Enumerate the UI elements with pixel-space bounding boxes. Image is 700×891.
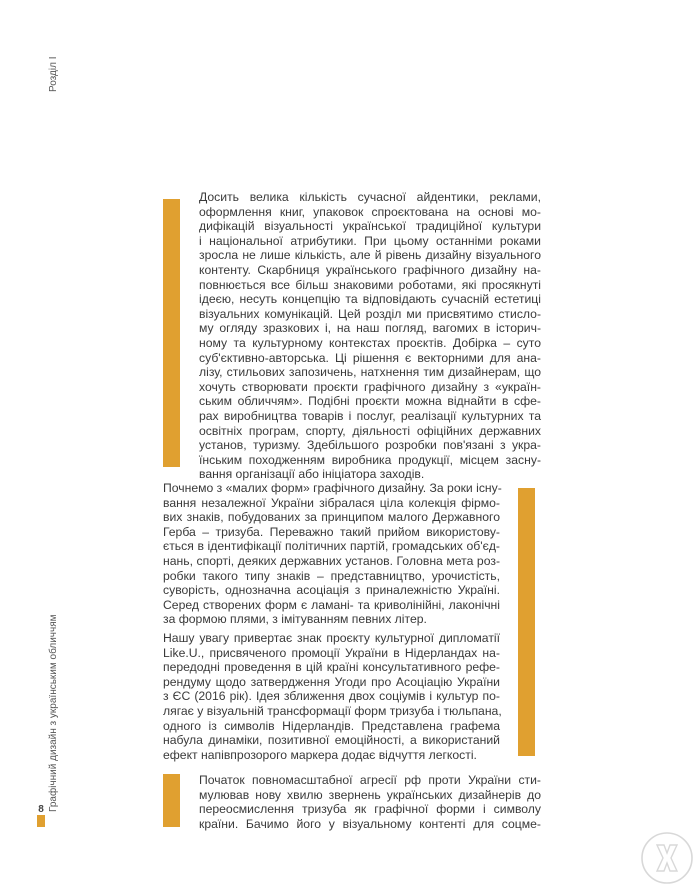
text-line: візуальних комунікацій. Цей розділ ми присвятимо стисло- — [199, 306, 541, 321]
text-line: вих знаків, побудованих за принципом малого Державного — [163, 510, 500, 525]
running-title: Графічний дизайн з українським обличчям — [48, 614, 59, 812]
text-line: ному та культурному контекстах проєктів. Добірка – суто — [199, 335, 541, 350]
publisher-logo-watermark — [640, 831, 694, 885]
text-line: країни. Бачимо його у візуальному контенті для соцме- — [199, 816, 541, 831]
text-line: рах виробництва товарів і послуг, реалізації культурних та — [199, 408, 541, 423]
text-line: вання незалежної України зібралася ціла колекція фірмо- — [163, 495, 500, 510]
text-line: переосмислення тризуба як графічної форми і символу — [199, 802, 541, 817]
text-line: Почнемо з «малих форм» графічного дизайну. За роки існу- — [163, 481, 502, 495]
text-line: передодні проведення в цій країні консультативного рефе- — [163, 660, 500, 675]
text-line: одного із символів Нідерландів. Представлена графема — [163, 718, 500, 733]
text-line: му огляду зразкових і, на наш погляд, вагомих в історич- — [199, 321, 541, 336]
text-line: Початок повномасштабної агресії рф проти України сти- — [199, 773, 541, 787]
text-line: освітніх програм, спорту, діяльності офіційних державних — [199, 423, 541, 438]
text-line: ється в ідентифікації політичних партій, громадських об'єд- — [163, 539, 500, 554]
page-number: 8 — [38, 804, 44, 815]
text-line: мулював нову хвилю звернень українських дизайнерів до — [199, 787, 541, 802]
text-line: ідеєю, несуть концепцію та відповідають сучасній естетиці — [199, 292, 541, 307]
text-line: Досить велика кількість сучасної айдентики, реклами, — [199, 190, 541, 204]
text-line: вання організації або ініціатора заходів. — [199, 467, 425, 482]
text-line: зросла не лише кількість, але й рівень дизайну візуального — [199, 248, 541, 263]
text-line: з ЄС (2016 рік). Ідея зближення двох соціумів і культур по- — [163, 689, 500, 704]
text-line: їнським походженням виробника продукції, місцем засну- — [199, 452, 541, 467]
text-line: лягає у візуальній трансформації форм тризуба і тюльпана, — [163, 703, 502, 718]
accent-bar-3 — [163, 774, 180, 827]
text-line: за формою плями, з імітуванням певних літер. — [163, 612, 427, 627]
text-line: суб'єктивно-авторська. Ці рішення є векторними для ана- — [199, 350, 541, 365]
text-line: хочуть створювати проєкти графічного дизайну з «україн- — [199, 379, 541, 394]
paragraph-small-forms — [163, 481, 500, 627]
text-line: нань, спорті, деяких державних установ. Головна мета роз- — [163, 553, 500, 568]
text-line: дифікацій візуальності української традиційної культури — [199, 219, 541, 234]
section-label: Розділ I — [48, 56, 59, 92]
text-line: оформлення книг, упаковок спроєктована на основі мо- — [199, 204, 541, 219]
text-line: установ, туризму. Здебільшого розробки пов'язані з укра- — [199, 438, 541, 453]
text-line: контенту. Скарбниця українського графічного дизайну на- — [199, 262, 541, 277]
page-number-marker — [37, 815, 45, 827]
paragraph-like-u — [163, 631, 500, 762]
text-line: і національної атрибутики. При цьому останніми роками — [199, 233, 541, 248]
text-line: робки такого типу знаків – представництво, урочистість, — [163, 568, 500, 583]
text-line: набула динаміки, позитивної емоційності, а використаний — [163, 733, 500, 748]
accent-bar-1 — [163, 199, 180, 467]
paragraph-war — [199, 773, 541, 831]
paragraph-intro — [199, 190, 541, 482]
text-line: Серед створених форм є ламані- та криволінійні, лаконічні — [163, 597, 500, 612]
text-line: рендуму щодо затвердження Угоди про Асоціацію України — [163, 674, 500, 689]
text-line: повнюється все більш знаковими роботами, які просякнуті — [199, 277, 541, 292]
accent-bar-2 — [518, 488, 535, 756]
text-line: ським обличчям». Подібні проєкти можна віднайти в сфе- — [199, 394, 541, 409]
text-line: ефект напівпрозорого маркера додає відчуття легкості. — [163, 747, 477, 762]
text-line: Like.U., присвяченого промоції України в Нідерландах на- — [163, 645, 500, 660]
text-line: лізу, стильових запозичень, натхнення тим дизайнерам, що — [199, 365, 541, 380]
text-line: Герба – тризуба. Переважно такий прийом використову- — [163, 524, 500, 539]
text-line: Нашу увагу привертає знак проєкту культурної дипломатії — [163, 631, 500, 645]
text-line: суворість, однозначна асоціація з приналежністю Україні. — [163, 583, 500, 598]
